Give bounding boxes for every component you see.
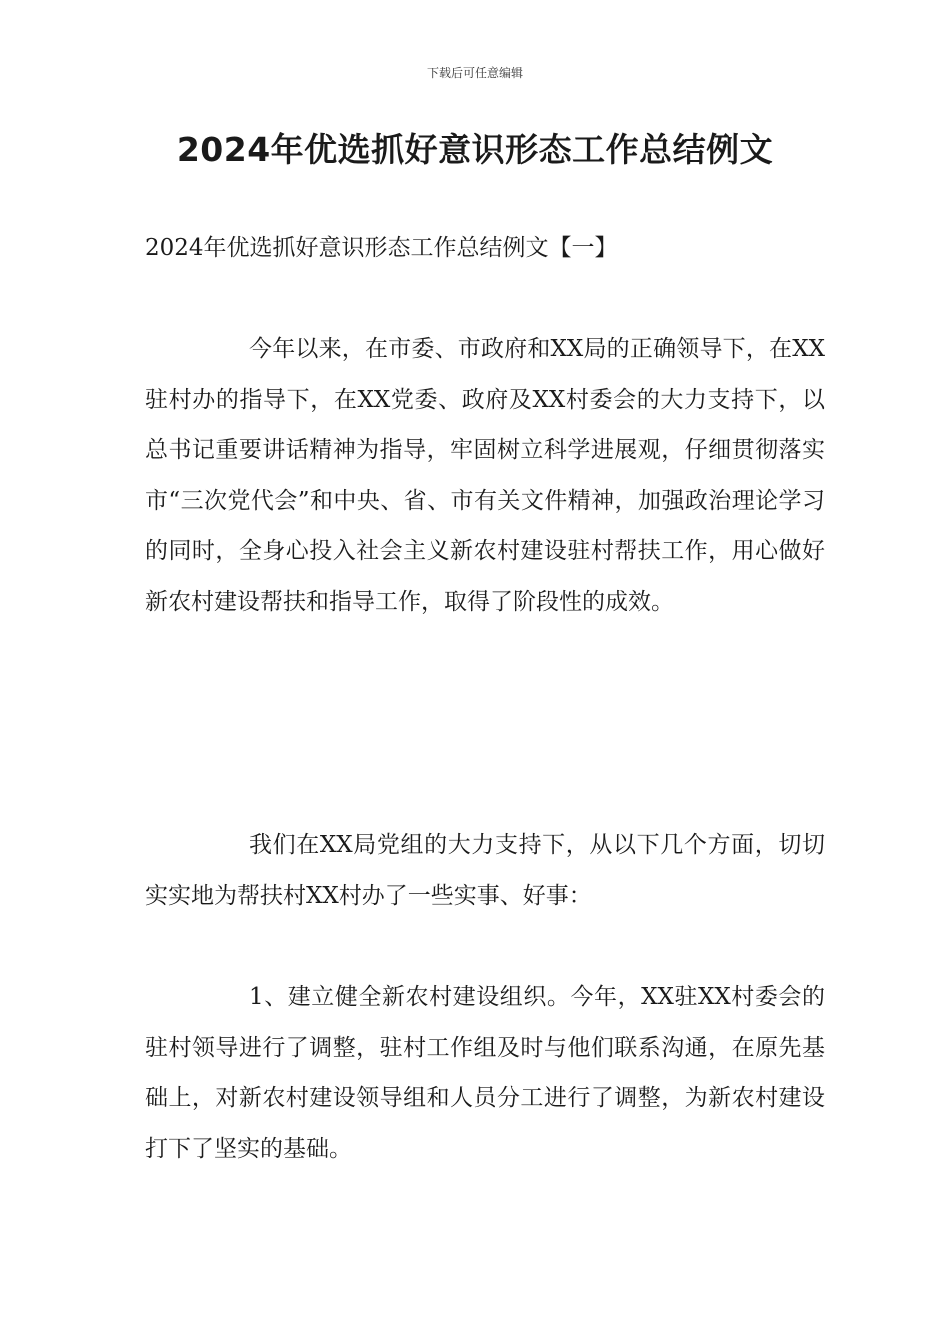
header-note: 下载后可任意编辑 <box>426 66 523 80</box>
paragraph-3: 1、建立健全新农村建设组织。今年，XX驻XX村委会的驻村领导进行了调整，驻村工作组及时与他们联系沟通，在原先基础上，对新农村建设领导组和人员分工进行了调整，为新农村建设打下了坚实的基础。 <box>145 984 825 1162</box>
document-title: 2024年优选抓好意识形态工作总结例文 <box>176 130 774 169</box>
paragraph-2: 我们在XX局党组的大力支持下，从以下几个方面，切切实实地为帮扶村XX村办了一些实事、好事： <box>145 832 825 909</box>
paragraph-1: 今年以来，在市委、市政府和XX局的正确领导下，在XX驻村办的指导下，在XX党委、政府及XX村委会的大力支持下，以总书记重要讲话精神为指导，牢固树立科学进展观，仔细贯彻落实市“三次党代会”和中央、省、市有关文件精神，加强政治理论学习的同时，全身心投入社会主义新农村建设驻村帮扶工作，用心做好新农村建设帮扶和指导工作，取得了阶段性的成效。 <box>145 336 825 615</box>
section-subtitle: 2024年优选抓好意识形态工作总结例文【一】 <box>145 235 618 261</box>
